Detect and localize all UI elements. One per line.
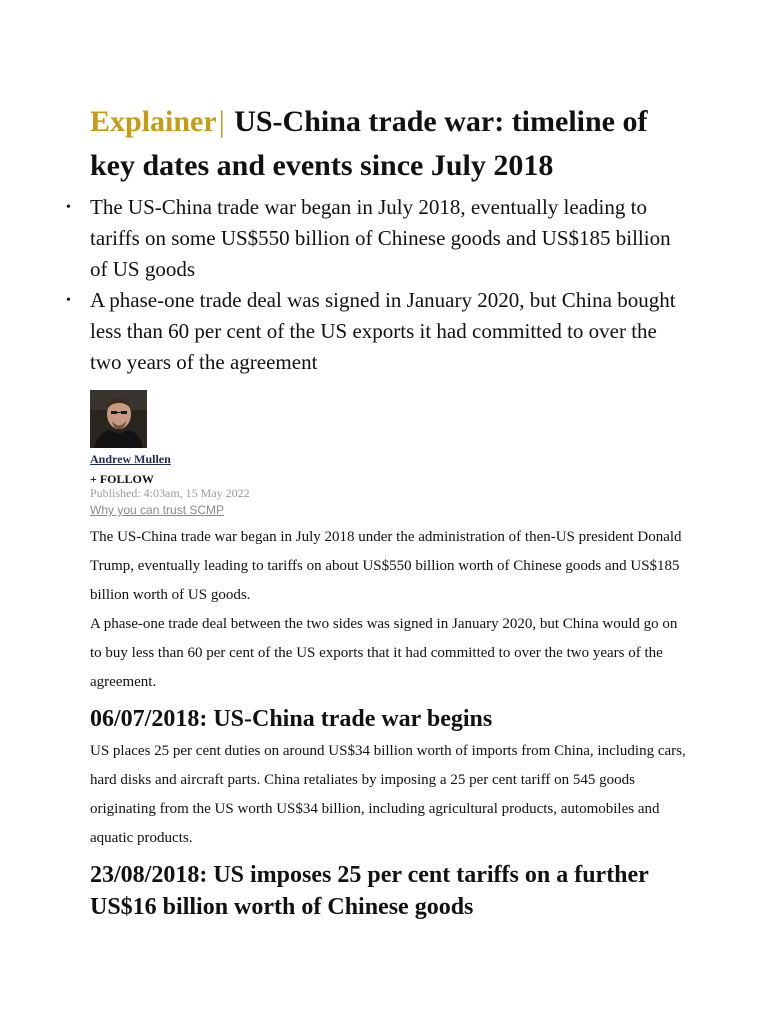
article-title: US-China trade war: timeline of key dates and events since July 2018: [90, 105, 648, 182]
follow-button[interactable]: + FOLLOW: [90, 472, 154, 486]
summary-text: A phase-one trade deal was signed in January 2020, but China bought less than 60 per cent of the US exports it had committed to over the two years of the agreement: [90, 288, 676, 374]
summary-item: [66, 192, 690, 285]
article-headline: [90, 100, 690, 188]
author-photo-icon: [90, 390, 147, 448]
published-timestamp: Published: 4:03am, 15 May 2022: [90, 486, 250, 500]
body-paragraph: A phase-one trade deal between the two sides was signed in January 2020, but China would go on to buy less than 60 per cent of the US exports that it had committed to over the two years of the agreement.: [90, 616, 678, 690]
author-block: [90, 390, 690, 519]
body-paragraph: The US-China trade war began in July 2018 under the administration of then-US president Donald Trump, eventually leading to tariffs on about US$550 billion worth of Chinese goods and US$185 billion worth of US goods.: [90, 529, 682, 603]
section-heading: 06/07/2018: US-China trade war begins: [90, 706, 493, 732]
section-paragraph: US places 25 per cent duties on around US$34 billion worth of imports from China, including cars, hard disks and aircraft parts. China retaliates by imposing a 25 per cent tariff on 545 goods originating from the US worth US$34 billion, including agricultural products, automobiles and aquatic products.: [90, 743, 686, 846]
bullet-icon: •: [66, 200, 71, 215]
summary-list: [66, 192, 690, 378]
summary-text: The US-China trade war began in July 2018, eventually leading to tariffs on some US$550 billion of Chinese goods and US$185 billion of US goods: [90, 195, 671, 281]
kicker-separator: |: [218, 105, 225, 138]
summary-item: [66, 285, 690, 378]
article-body: [90, 523, 690, 923]
author-avatar[interactable]: [90, 390, 147, 448]
article: [66, 100, 690, 925]
trust-scmp-link[interactable]: Why you can trust SCMP: [90, 503, 225, 517]
bullet-icon: •: [66, 293, 71, 308]
explainer-kicker[interactable]: Explainer: [90, 105, 217, 138]
section-heading: 23/08/2018: US imposes 25 per cent tariffs on a further US$16 billion worth of Chinese goods: [90, 862, 649, 920]
author-name-link[interactable]: Andrew Mullen: [90, 452, 171, 466]
